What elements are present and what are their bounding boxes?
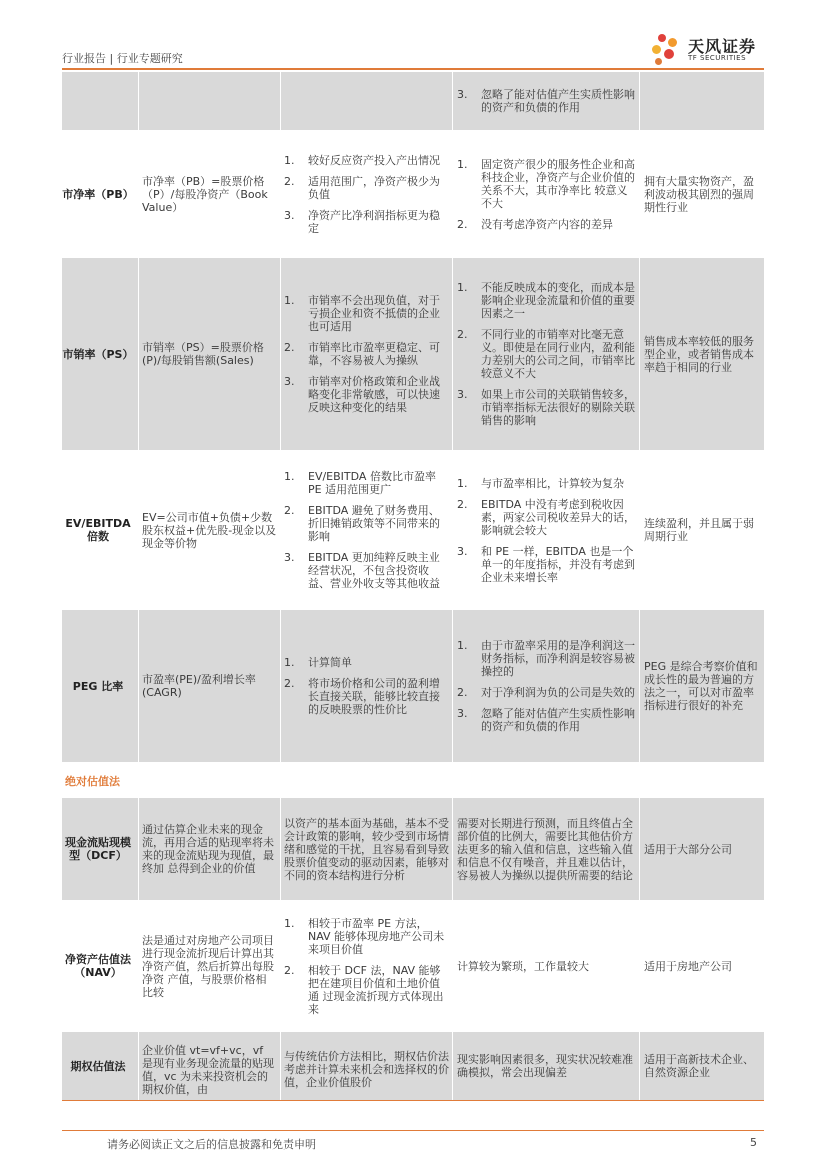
list-item: 1. EV/EBITDA 倍数比市盈率 PE 适用范围更广 <box>284 470 436 496</box>
list-item: 3. 忽略了能对估值产生实质性影响的资产和负债的作用 <box>457 88 635 114</box>
fit-cell: 销售成本率较低的服务型企业，或者销售成本率趋于相同的行业 <box>644 334 754 374</box>
logo-petal-icon <box>664 49 674 59</box>
table-row <box>62 610 764 762</box>
column-divider <box>639 798 640 900</box>
pros-cell <box>284 258 449 450</box>
table-row <box>62 450 764 610</box>
cons-cell: 现实影响因素很多，现实状况较难准确模拟，常会出现偏差 <box>457 1053 633 1079</box>
fit-cell: PEG 是综合考察价值和成长性的最为普遍的方法之一，可以对市盈率指标进行很好的补充 <box>644 660 758 712</box>
method-name: 市销率（PS） <box>62 347 134 361</box>
pros-cell <box>284 130 449 258</box>
column-divider <box>280 798 281 900</box>
footer-divider <box>62 1130 764 1131</box>
method-desc: 企业价值 vt=vf+vc，vf 是现有业务现金流量的贴现值，vc 为未来投资机会的期权价值，由 <box>142 1044 274 1096</box>
page-number: 5 <box>750 1136 757 1149</box>
report-category: 行业报告 | 行业专题研究 <box>62 52 183 65</box>
column-divider <box>280 1032 281 1100</box>
list-item: 2. 适用范围广，净资产极少为负值 <box>284 174 440 201</box>
cons-cell: 需要对长期进行预测，而且终值占全部价值的比例大，需要比其他估价方法更多的输入值和信息，这些输入值和信息不仅有噪音，并且难以估计，容易被人为操纵以提供所需要的结论 <box>457 816 633 882</box>
table-bottom-divider <box>62 1100 764 1101</box>
column-divider <box>452 798 453 900</box>
section-heading: 绝对估值法 <box>65 775 120 788</box>
fit-cell: 适用于房地产公司 <box>644 959 732 973</box>
list-item: 1. 与市盈率相比，计算较为复杂 <box>457 476 624 490</box>
list-item: 1. 相较于市盈率 PE 方法，NAV 能够体现房地产公司未来项目价值 <box>284 916 445 956</box>
cons-cell <box>457 130 635 258</box>
method-desc: 市净率（PB）=股票价格（P）/每股净资产（Book Value） <box>142 174 268 214</box>
pros-cell <box>284 900 449 1032</box>
pros-cell <box>284 610 449 762</box>
column-divider <box>452 258 453 450</box>
list-item: 2. 不同行业的市销率对比毫无意义。即使是在同行业内，盈利能力差别大的公司之间，市销率比较意义不大 <box>457 328 635 380</box>
fit-cell: 适用于大部分公司 <box>644 842 732 856</box>
fit-cell: 连续盈利，并且属于弱周期行业 <box>644 517 754 543</box>
method-desc: 法是通过对房地产公司项目进行现金流折现后计算出其净资产值，然后折算出每股净资 产值，与股票价格相比较 <box>142 933 274 999</box>
column-divider <box>138 798 139 900</box>
method-desc: 通过估算企业未来的现金流，再用合适的贴现率将未来的现金流贴现为现值，最终加 总得到企业的价值 <box>142 823 274 875</box>
list-item: 3. 市销率对价格政策和企业战略变化非常敏感，可以快速反映这种变化的结果 <box>284 375 440 414</box>
column-divider <box>138 258 139 450</box>
fit-cell: 拥有大量实物资产，盈利波动极其剧烈的强周期性行业 <box>644 174 754 214</box>
cons-cell <box>457 450 635 610</box>
cons-cell: 计算较为繁琐，工作量较大 <box>457 959 589 973</box>
method-name: PEG 比率 <box>72 679 124 693</box>
column-divider <box>452 1032 453 1100</box>
method-name: EV/EBITDA 倍数 <box>65 517 131 543</box>
table-row <box>62 1032 764 1100</box>
column-divider <box>452 72 453 130</box>
logo-text-cn: 天风证券 <box>688 37 757 56</box>
column-divider <box>639 1032 640 1100</box>
list-item: 3. 如果上市公司的关联销售较多，市销率指标无法很好的剔除关联销售的影响 <box>457 388 635 427</box>
list-item: 2. EBITDA 避免了财务费用、折旧摊销政策等不同带来的影响 <box>284 504 440 543</box>
list-item: 1. 不能反映成本的变化，而成本是影响企业现金流量和价值的重要因素之一 <box>457 281 635 320</box>
list-item: 1. 固定资产很少的服务性企业和高科技企业，净资产与企业价值的关系不大，其市净率比 较意义不大 <box>457 157 635 210</box>
list-item: 3. EBITDA 更加纯粹反映主业经营状况，不包含投资收益、营业外收支等其他收益 <box>284 551 440 590</box>
cons-cell <box>457 72 635 130</box>
column-divider <box>280 610 281 762</box>
cons-cell <box>457 610 635 762</box>
column-divider <box>138 610 139 762</box>
method-name: 现金流贴现模型（DCF） <box>65 836 131 862</box>
method-name: 净资产估值法（NAV） <box>65 953 131 979</box>
footer-disclaimer: 请务必阅读正文之后的信息披露和免责申明 <box>107 1138 316 1151</box>
column-divider <box>280 258 281 450</box>
column-divider <box>452 610 453 762</box>
list-item: 3. 净资产比净利润指标更为稳定 <box>284 208 440 235</box>
cons-cell <box>457 258 635 450</box>
fit-cell: 适用于高新技术企业、自然资源企业 <box>644 1053 754 1079</box>
method-desc: 市销率（PS）=股票价格(P)/每股销售额(Sales) <box>142 341 264 367</box>
list-item: 2. 市销率比市盈率更稳定、可靠，不容易被人为操纵 <box>284 341 440 367</box>
logo-petal-icon <box>652 45 661 54</box>
logo-petal-icon <box>658 34 666 42</box>
company-logo <box>650 32 770 68</box>
table-row <box>62 798 764 900</box>
header-divider <box>62 68 764 70</box>
table-row <box>62 130 764 258</box>
list-item: 3. 忽略了能对估值产生实质性影响的资产和负债的作用 <box>457 707 635 733</box>
list-item: 2. EBITDA 中没有考虑到税收因素，两家公司税收差异大的话，影响就会较大 <box>457 497 635 537</box>
column-divider <box>138 1032 139 1100</box>
list-item: 2. 对于净利润为负的公司是失效的 <box>457 686 635 699</box>
method-name: 期权估值法 <box>70 1059 126 1073</box>
list-item: 1. 市销率不会出现负值，对于亏损企业和资不抵债的企业也可适用 <box>284 294 440 333</box>
list-item: 1. 计算简单 <box>284 656 352 669</box>
list-item: 1. 由于市盈率采用的是净利润这一财务指标，而净利润是较容易被操控的 <box>457 639 635 678</box>
pros-cell: 与传统估价方法相比，期权估价法考虑并计算未来机会和选择权的价值，企业价值股价 <box>284 1050 449 1089</box>
logo-petal-icon <box>655 58 662 65</box>
column-divider <box>280 72 281 130</box>
column-divider <box>639 72 640 130</box>
table-row <box>62 72 764 130</box>
list-item: 2. 将市场价格和公司的盈利增长直接关联，能够比较直接的反映股票的性价比 <box>284 677 440 716</box>
pros-cell: 以资产的基本面为基础，基本不受会计政策的影响，较少受到市场情绪和感觉的干扰，且容易看到导致股票价值变动的驱动因素，能够对不同的资本结构进行分析 <box>284 816 449 882</box>
list-item: 1. 较好反应资产投入产出情况 <box>284 153 440 167</box>
column-divider <box>639 610 640 762</box>
method-desc: EV=公司市值+负债+少数股东权益+优先股-现金以及现金等价物 <box>142 510 277 550</box>
list-item: 3. 和 PE 一样，EBITDA 也是一个单一的年度指标，并没有考虑到企业未来增长率 <box>457 544 635 584</box>
logo-text-en: TF SECURITIES <box>688 54 747 62</box>
column-divider <box>639 258 640 450</box>
table-row <box>62 258 764 450</box>
method-desc: 市盈率(PE)/盈利增长率(CAGR) <box>142 673 256 699</box>
method-name: 市净率（PB） <box>62 187 134 201</box>
logo-petal-icon <box>668 38 677 47</box>
list-item: 2. 相较于 DCF 法，NAV 能够把在建项目价值和土地价值通 过现金流折现方式体现出来 <box>284 963 444 1016</box>
table-row <box>62 900 764 1032</box>
pros-cell <box>284 450 449 610</box>
column-divider <box>138 72 139 130</box>
list-item: 2. 没有考虑净资产内容的差异 <box>457 217 613 231</box>
